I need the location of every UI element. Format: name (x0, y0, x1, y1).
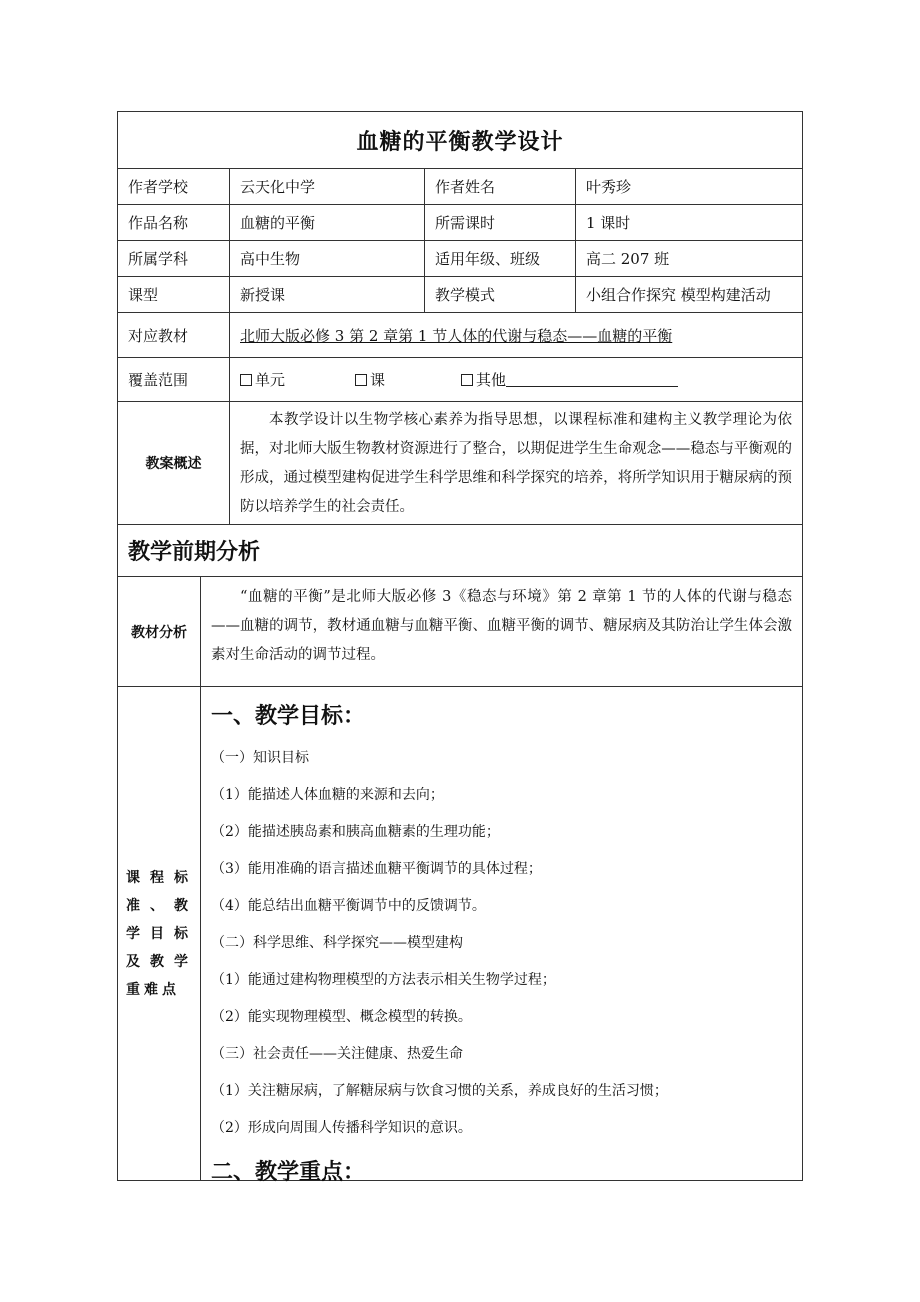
section-row (117, 525, 803, 577)
info-label: 课型 (128, 286, 159, 304)
objectives-row (117, 687, 803, 1185)
info-value: 高二 207 班 (575, 241, 802, 276)
option-label: 单元 (255, 371, 286, 389)
option-label: 其他 (476, 371, 507, 389)
info-value: 1 课时 (575, 205, 802, 240)
info-row (117, 277, 803, 313)
checkbox-icon[interactable] (240, 374, 252, 386)
document-title: 血糖的平衡教学设计 (356, 129, 564, 155)
section-heading: 教学前期分析 (128, 540, 261, 565)
objective-item: （1）能通过建构物理模型的方法表示相关生物学过程； (211, 972, 556, 988)
coverage-label: 覆盖范围 (128, 371, 189, 389)
option-label: 课 (370, 371, 386, 389)
objective-item: （二）科学思维、科学探究——模型建构 (211, 935, 463, 951)
info-value: 高中生物 (229, 241, 424, 276)
lesson-plan-table (117, 111, 803, 1185)
objectives-label: 课程标准、教学目标及教学重难点 (126, 869, 192, 998)
overview-label: 教案概述 (145, 456, 202, 472)
objectives-heading: 一、教学目标： (211, 704, 366, 729)
objective-item: （4）能总结出血糖平衡调节中的反馈调节。 (211, 898, 486, 914)
checkbox-icon[interactable] (355, 374, 367, 386)
textbook-text: 北师大版必修 3 第 2 章第 1 节人体的代谢与稳态——血糖的平衡 (240, 326, 673, 345)
info-label: 作者姓名 (424, 169, 575, 204)
material-label: 教材分析 (131, 624, 187, 641)
info-value: 叶秀珍 (575, 169, 802, 204)
key-points-heading: 二、教学重点： (211, 1160, 366, 1185)
coverage-row (117, 358, 803, 402)
info-label: 所需课时 (424, 205, 575, 240)
info-value: 云天化中学 (229, 169, 424, 204)
info-row (117, 169, 803, 205)
checkbox-icon[interactable] (461, 374, 473, 386)
objective-item: （3）能用准确的语言描述血糖平衡调节的具体过程； (211, 861, 542, 877)
objective-item: （2）能实现物理模型、概念模型的转换。 (211, 1009, 472, 1025)
overview-text: 本教学设计以生物学核心素养为指导思想，以课程标准和建构主义教学理论为依据，对北师大版生物教材资源进行了整合，以期促进学生生命观念——稳态与平衡观的形成，通过模型建构促进学生科学思维和科学探究的培养，将所学知识用于糖尿病的预防以培养学生的社会责任。 (229, 402, 802, 524)
objective-item: （1）能描述人体血糖的来源和去向； (211, 787, 444, 803)
objective-item: （2）能描述胰岛素和胰高血糖素的生理功能； (211, 824, 500, 840)
coverage-options (229, 358, 802, 401)
info-label: 适用年级、班级 (424, 241, 575, 276)
coverage-option-unit[interactable] (240, 369, 355, 390)
info-row (117, 241, 803, 277)
objective-item: （1）关注糖尿病，了解糖尿病与饮食习惯的关系，养成良好的生活习惯； (211, 1083, 668, 1099)
info-label: 作者学校 (128, 178, 189, 196)
textbook-row (117, 313, 803, 358)
other-blank-line[interactable] (506, 372, 678, 387)
objectives-content (200, 687, 802, 1185)
objective-item: （2）形成向周围人传播科学知识的意识。 (211, 1120, 472, 1136)
coverage-option-lesson[interactable] (355, 369, 461, 390)
info-row (117, 205, 803, 241)
objective-item: （一）知识目标 (211, 750, 309, 766)
material-text: “血糖的平衡”是北师大版必修 3《稳态与环境》第 2 章第 1 节的人体的代谢与稳态——血糖的调节，教材通血糖与血糖平衡、血糖平衡的调节、糖尿病及其防治让学生体会激素对生命活动的调节过程。 (200, 577, 802, 686)
info-value: 新授课 (229, 277, 424, 312)
info-value: 血糖的平衡 (229, 205, 424, 240)
textbook-value (229, 313, 802, 357)
material-row (117, 577, 803, 687)
info-value: 小组合作探究 模型构建活动 (575, 277, 802, 312)
title-row (117, 111, 803, 169)
info-label: 所属学科 (128, 250, 189, 268)
overview-row (117, 402, 803, 525)
coverage-option-other[interactable] (461, 369, 678, 390)
info-label: 作品名称 (128, 214, 189, 232)
objective-item: （三）社会责任——关注健康、热爱生命 (211, 1046, 463, 1062)
textbook-label: 对应教材 (128, 326, 189, 345)
info-label: 教学模式 (424, 277, 575, 312)
